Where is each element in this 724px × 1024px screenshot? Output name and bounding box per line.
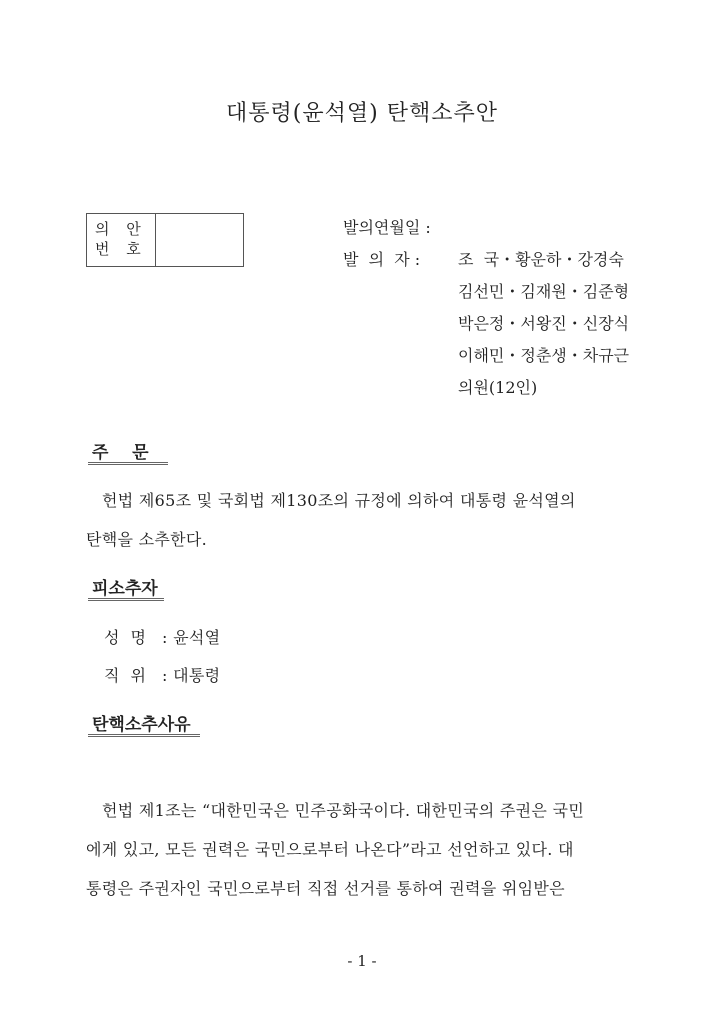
respondent-name-value: : 윤석열 — [162, 628, 221, 647]
respondent-name-label: 성 명 — [104, 628, 147, 647]
proposer-line-5: 의원(12인) — [458, 378, 538, 397]
grounds-text-line2: 에게 있고, 모든 권력은 국민으로부터 나온다”라고 선언하고 있다. 대 — [86, 840, 574, 859]
proposer-label: 발 의 자 : — [343, 250, 421, 269]
section-heading-grounds: 탄핵소추사유 — [92, 715, 191, 735]
bill-number-box — [86, 213, 244, 267]
main-text-line1: 헌법 제65조 및 국회법 제130조의 규정에 의하여 대통령 윤석열의 — [102, 491, 576, 510]
respondent-position-label: 직 위 — [104, 666, 147, 685]
bill-label-line1: 의 안 — [95, 220, 147, 238]
grounds-text-line3: 통령은 주권자인 국민으로부터 직접 선거를 통하여 권력을 위임받은 — [86, 879, 565, 898]
bill-label-line2: 번 호 — [95, 240, 147, 258]
heading-underline — [88, 598, 164, 601]
proposer-line-1: 조 국・황운하・강경숙 — [458, 250, 624, 269]
bill-number-label — [87, 214, 156, 266]
grounds-text-line1: 헌법 제1조는 “대한민국은 민주공화국이다. 대한민국의 주권은 국민 — [102, 801, 585, 820]
proposer-line-4: 이해민・정춘생・차규근 — [458, 346, 630, 365]
proposer-line-2: 김선민・김재원・김준형 — [458, 282, 630, 301]
proposal-date-label: 발의연월일 : — [343, 218, 431, 237]
proposer-line-3: 박은정・서왕진・신장식 — [458, 314, 630, 333]
section-heading-main: 주 문 — [92, 443, 149, 463]
section-heading-respondent: 피소추자 — [92, 579, 158, 599]
respondent-position-value: : 대통령 — [162, 666, 221, 685]
heading-underline — [88, 734, 200, 737]
document-title: 대통령(윤석열) 탄핵소추안 — [226, 101, 498, 126]
heading-underline — [88, 462, 168, 465]
main-text-line2: 탄핵을 소추한다. — [86, 530, 208, 549]
page-number: - 1 - — [347, 952, 377, 970]
